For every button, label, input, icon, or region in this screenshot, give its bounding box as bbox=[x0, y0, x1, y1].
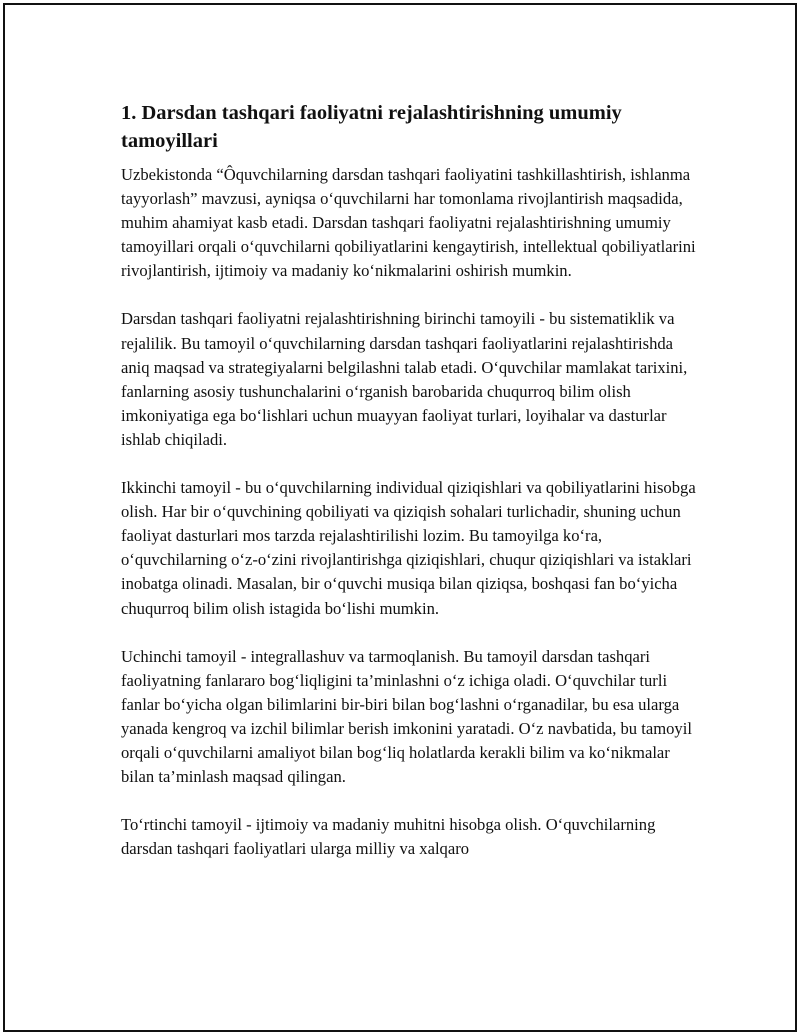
paragraph-second-principle: Ikkinchi tamoyil - bu o‘quvchilarning individual qiziqishlari va qobiliyatlarini hisobga olish. Har bir o‘quvchining qobiliyati va qiziqish sohalari turlichadir, shuning uchun faoliyat dasturlari mos tarzda rejalashtirilishi lozim. Bu tamoyilga ko‘ra, o‘quvchilarning o‘z-o‘zini rivojlantirishga qiziqishlari, chuqur qiziqishlari va istaklari inobatga olinadi. Masalan, bir o‘quvchi musiqa bilan qiziqsa, boshqasi fan bo‘yicha chuqurroq bilim olish istagida bo‘lishi mumkin. bbox=[121, 478, 696, 618]
document-body bbox=[121, 99, 701, 885]
section-heading: 1. Darsdan tashqari faoliyatni rejalashtirishning umumiy tamoyillari bbox=[121, 102, 622, 152]
paragraph-fourth-principle: To‘rtinchi tamoyil - ijtimoiy va madaniy muhitni hisobga olish. O‘quvchilarning darsdan tashqari faoliyatlari ularga milliy va xalqaro bbox=[121, 815, 656, 859]
paragraph-first-principle: Darsdan tashqari faoliyatni rejalashtirishning birinchi tamoyili - bu sistematiklik va rejalilik. Bu tamoyil o‘quvchilarning darsdan tashqari faoliyatlarini rejalashtirishda aniq maqsad va strategiyalarni belgilashni talab etadi. O‘quvchilar mamlakat tarixini, fanlarning asosiy tushunchalarini o‘rganish barobarida chuqurroq bilim olish imkoniyatiga ega bo‘lishlari uchun muayyan faoliyat turlari, loyihalar va dasturlar ishlab chiqiladi. bbox=[121, 309, 688, 449]
page-frame bbox=[3, 3, 797, 1032]
paragraph-third-principle: Uchinchi tamoyil - integrallashuv va tarmoqlanish. Bu tamoyil darsdan tashqari faoliyatning fanlararo bog‘liqligini ta’minlashni o‘z ichiga oladi. O‘quvchilar turli fanlar bo‘yicha olgan bilimlarini bir-biri bilan bog‘lashni o‘rganadilar, bu esa ularga yanada kengroq va izchil bilimlar berish imkonini yaratadi. O‘z navbatida, bu tamoyil orqali o‘quvchilarni amaliyot bilan bog‘liq holatlarda kerakli bilim va ko‘nikmalar bilan ta’minlash maqsad qilingan. bbox=[121, 646, 692, 787]
paragraph-intro: Uzbekistonda “Ôquvchilarning darsdan tashqari faoliyatini tashkillashtirish, ishlanma tayyorlash” mavzusi, ayniqsa o‘quvchilarni har tomonlama rivojlantirish maqsadida, muhim ahamiyat kasb etadi. Darsdan tashqari faoliyatni rejalashtirishning umumiy tamoyillari orqali o‘quvchilarni qobiliyatlarini kengaytirish, intellektual qobiliyatlarini rivojlantirish, ijtimoiy va madaniy ko‘nikmalarini oshirish mumkin. bbox=[121, 165, 696, 281]
